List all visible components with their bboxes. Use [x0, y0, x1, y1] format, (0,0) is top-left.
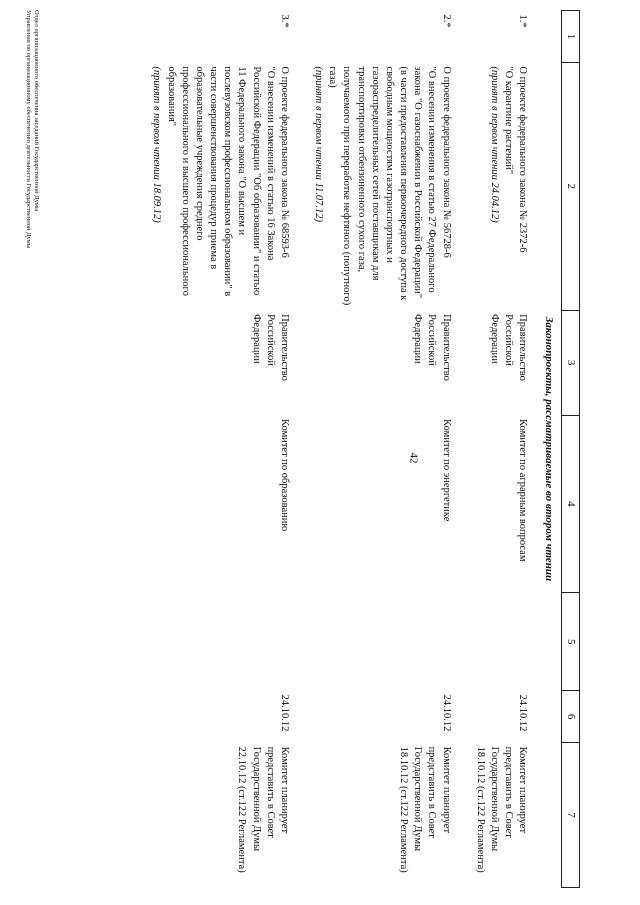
date-cell: 24.10.12: [440, 694, 452, 732]
initiator-cell: Правительство Российской Федерации: [488, 314, 529, 381]
remark-cell: Комитет планирует представить в Совет Государственной Думы 18.10.12 (ст.122 Регламента): [398, 746, 452, 873]
rotated-page-content: [10, 10, 640, 890]
column-header: 5: [562, 593, 580, 691]
footer-line: Отдел организационного обеспечения заседаний Государственной Думы: [33, 10, 40, 212]
footer: [24, 10, 40, 248]
first-reading-note: (принят в первом чтении 11.07.12): [313, 66, 325, 222]
column-number-row: [562, 11, 580, 888]
bill-cell: [135, 62, 297, 310]
column-header: 6: [562, 691, 580, 743]
column-header: 4: [562, 415, 580, 593]
section-title: Законопроекты, рассматриваемые во втором чтении: [543, 316, 556, 582]
empty-cell: [135, 593, 297, 691]
initiator-cell: Правительство Российской Федерации: [412, 314, 452, 381]
bill-title: О проекте федерального закона № 56728-6: [440, 66, 452, 258]
column-header: 3: [562, 310, 580, 415]
remark-cell: Комитет планирует представить в Совет Государственной Думы 22.10.12 (ст.122 Регламента): [236, 746, 290, 873]
table-row: [135, 11, 297, 888]
agenda-table: [135, 10, 580, 888]
bill-description: "О внесении изменения в статью 27 Федерального закона "О газоснабжении в Российской Федерации" (в части предоставления первоочередного доступа к свободным мощностям газотранспортных и газораспределительных сетей поставщикам для транспортировки отбензиненного сухого газа, получаемого при переработке нефтяного (попутного) газа): [327, 66, 438, 306]
first-reading-note: (принят в первом чтении 24.04.12): [488, 66, 500, 223]
committee-cell: Комитет по аграрным вопросам: [517, 419, 529, 562]
page-number: 42: [407, 452, 420, 464]
footer-line: Управления по организационному обеспечению деятельности Государственной Думы: [24, 10, 32, 249]
table-row: [297, 11, 459, 888]
initiator-cell: Правительство Российской Федерации: [250, 314, 290, 381]
column-header: 7: [562, 743, 580, 888]
table-row: [459, 11, 536, 888]
row-number: 1.*: [517, 14, 529, 28]
bill-cell: [459, 62, 536, 310]
column-header: 1: [562, 11, 580, 63]
committee-cell: Комитет по энергетике: [440, 419, 452, 522]
bill-description: "О внесении изменений в статью 16 Закона Российской Федерации "Об образовании" и статью 11 Федерального закона "О высшем и послевузовском профессиональном образовании" в части совершенствования процедур приема в образовательные учреждения среднего профессионального и высшего профессионального образования": [165, 66, 276, 297]
bill-title: О проекте федерального закона № 2372-6: [517, 66, 529, 253]
remark-cell: Комитет планирует представить в Совет Государственной Думы 18.10.12 (ст.122 Регламента): [474, 746, 529, 873]
section-row: [535, 11, 561, 888]
bill-description: "О карантине растений": [503, 66, 515, 175]
column-header: 2: [562, 62, 580, 310]
bill-cell: [297, 62, 459, 310]
row-number: 2.*: [440, 14, 452, 28]
bill-title: О проекте федерального закона № 68593-6: [278, 66, 290, 258]
empty-cell: [297, 593, 459, 691]
committee-cell: Комитет по образованию: [278, 419, 290, 532]
row-number: 3.*: [278, 14, 290, 28]
date-cell: 24.10.12: [517, 694, 529, 732]
empty-cell: [459, 593, 536, 691]
date-cell: 24.10.12: [278, 694, 290, 732]
first-reading-note: (принят в первом чтении 18.09.12): [151, 66, 163, 223]
